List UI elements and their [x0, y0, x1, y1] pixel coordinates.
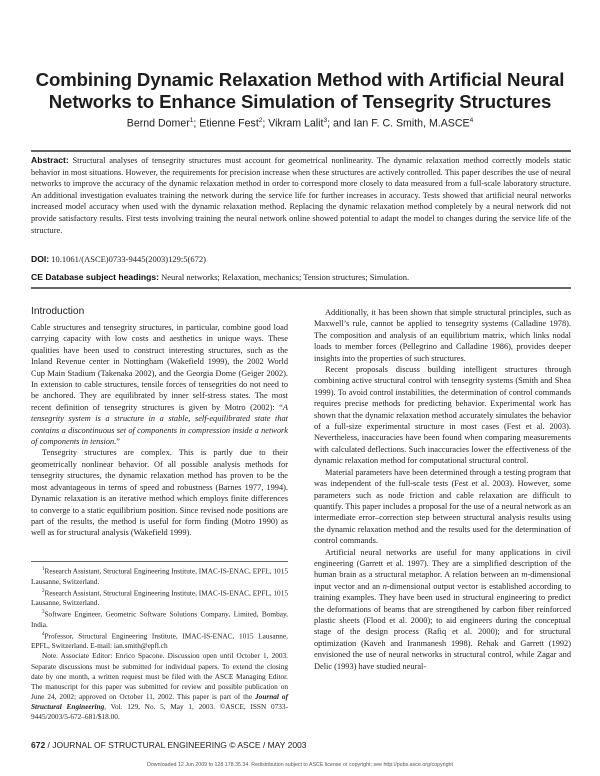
title-line-1: Combining Dynamic Relaxation Method with Artificial Neural [35, 69, 565, 90]
math-variable: n [382, 581, 387, 591]
subject-headings-value: Neural networks; Relaxation, mechanics; Tension structures; Simulation. [161, 272, 410, 282]
right-column [314, 307, 571, 672]
left-column [31, 322, 288, 539]
abstract-top-rule [31, 150, 571, 152]
author-affiliation-mark: 1 [189, 117, 194, 124]
doi-line [31, 254, 571, 264]
footnote [31, 587, 288, 609]
paragraph-text: Cable structures and tensegrity structures, in particular, combine good load carrying capacity with low costs and aesthetics in unique ways. These qualities have been used to construct interesting structures, such as the Inland Revenue center in Nottingham (Wakefield 1999), the 2002 World Cup Main Stadium (Takenaka 2002), and the Georgia Dome (Geiger 2002). In extension to cable structures, tensile forces of tensegrities do not need to be anchored. They are equilibrated by inner self-stress states. The most recent definition of tensegrity structures is given by Motro (2002): “ [31, 323, 288, 412]
section-heading-introduction: Introduction [31, 306, 85, 317]
author-separator: ; [262, 117, 269, 130]
footnote [31, 565, 288, 587]
math-variable: m [521, 570, 528, 580]
author-affiliation-mark: 2 [258, 117, 263, 124]
abstract-bottom-rule [31, 287, 571, 289]
paragraph [31, 322, 288, 447]
footnotes [31, 565, 288, 722]
page-number: 672 [31, 740, 46, 750]
author-affiliation-mark: 3 [323, 117, 328, 124]
paragraph [314, 547, 571, 672]
footnote-text: Research Assistant, Structural Engineering Institute, IMAC-IS-ENAC, EPFL, 1015 Lausanne, Switzerland. [31, 566, 288, 586]
footnote-text: Software Engineer, Geometric Software Solutions Company, Limited, Bombay, India. [31, 609, 288, 629]
subject-headings [31, 272, 571, 282]
subject-headings-label: CE Database subject headings: [31, 272, 159, 282]
paragraph-text: Artificial neural networks are useful for many applications in civil engineering (Garrett et al. 1997). They are a simplified description of the human brain as a structural metaphor. A relation between an [314, 547, 571, 580]
abstract-text: Structural analyses of tensegrity structures must account for geometrical nonlinearity. The dynamic relaxation method correctly models static behavior in most situations. However, the requirements for precision increase when these structures are actively controlled. This paper describes the use of neural networks to improve the accuracy of the dynamic relaxation method in order to correspond more closely to data measured from a full-scale laboratory structure. An additional investigation evaluates training the network during the service life for further increases in accuracy. Tests showed that artificial neural networks increased model accuracy when used with the dynamic relaxation method. Replacing the dynamic relaxation method completely by a neural network did not provide satisfactory results. First tests involving training the neural network online showed potential to adapt the model to changes during the service life of the structure. [31, 156, 571, 235]
author-separator: ; and [327, 117, 354, 130]
journal-name: Journal of Structural Engineering [31, 691, 288, 711]
paragraph: Additionally, it has been shown that simple structural principles, such as Maxwell’s rule, cannot be applied to tensegrity systems (Calladine 1978). The composition and analysis of an equilibrium matrix, which links nodal loads to member forces (Pellegrino and Calladine 1986), provides deeper insights into the properties of such structures. [314, 308, 571, 363]
footnote-mark: 2 [42, 588, 45, 594]
author-list [0, 117, 600, 130]
footnote-text: Research Assistant, Structural Engineering Institute, IMAC-IS-ENAC, EPFL, 1015 Lausanne, Switzerland. [31, 588, 288, 608]
author-name: Bernd Domer [126, 117, 190, 130]
paragraph: Tensegrity structures are complex. This is partly due to their geometrically nonlinear behavior. Of all possible analysis methods for tensegrity structures, the dynamic relaxation method has proven to be the most advantageous in terms of speed and robustness (Barnes 1977, 1994). Dynamic relaxation is an iterative method which employs finite differences to converge to a static equilibrium position. Since revised node positions are part of the results, the method is useful for form finding (Motro 1990) as well as for structural analysis (Wakefield 1999). [31, 448, 288, 538]
doi-value: 10.1061/(ASCE)0733-9445(2003)129:5(672) [51, 254, 206, 264]
abstract [31, 155, 571, 236]
author-separator: ; [193, 117, 200, 130]
note-text: Note. Associate Editor: Enrico Spacone. Discussion open until October 1, 2003. Separate discussions must be submitted for individual papers. To extend the closing date by one month, a written request must be filed with the ASCE Managing Editor. The manuscript for this paper was submitted for review and possible publication on June 24, 2002; approved on October 11, 2002. This paper is part of the [31, 651, 288, 701]
paper-title [0, 69, 600, 113]
footnote-mark: 4 [42, 631, 45, 637]
paragraph-text: -dimensional output vector is established according to training examples. They have been used in structural engineering to predict the deformations of beams that are strengthened by carbon fiber reinforced plastic sheets (Flood et al. 2000); to aid engineers during the conceptual stage of the design process (Rafiq et al. 2000); and for structural optimization (Kaveh and Iranmanesh 1998). Rehak and Garrett (1992) envisioned the use of neural networks in structural control, while Zagar and Delic (1993) have studied neural- [314, 581, 571, 671]
paragraph-text: -dimensional input vector and an [314, 570, 571, 591]
abstract-label: Abstract: [31, 155, 69, 165]
doi-label: DOI: [31, 254, 50, 264]
closing-quote: ” [116, 437, 121, 447]
download-notice: Downloaded 12 Jun 2009 to 128.178.35.34. Redistribution subject to ASCE license or copyright; see http://pubs.asce.org/copyright [147, 762, 453, 768]
footnote-rule [31, 561, 288, 562]
footnote-mark: 1 [42, 567, 45, 572]
author-name: Vikram Lalit [268, 117, 324, 130]
page-folio [31, 740, 307, 750]
note-text: , Vol. 129, No. 5, May 1, 2003. ©ASCE, ISSN 0733-9445/2003/5-672–681/$18.00. [31, 701, 289, 721]
title-line-2: Networks to Enhance Simulation of Tensegrity Structures [48, 91, 552, 112]
running-footer: / JOURNAL OF STRUCTURAL ENGINEERING © ASCE / MAY 2003 [45, 740, 307, 750]
editorial-note [31, 651, 288, 722]
definition-quote: A tensegrity system is a structure in a stable, self-equilibrated state that contains a discontinuous set of components in compression inside a network of components in tension. [31, 402, 288, 447]
footnote-mark: 3 [42, 610, 45, 616]
footnote [31, 630, 288, 652]
paragraph: Material parameters have been determined through a testing program that was independent of the full-scale tests (Fest et al. 2003). However, some parameters such as node friction and cable relaxation are difficult to quantify. This paper includes a proposal for the use of a neural network as an intermediate error–correction step between structural analysis results using the dynamic relaxation method and the results used for the determination of control commands. [314, 467, 571, 546]
footnote [31, 608, 288, 630]
author-name: Ian F. C. Smith, M.ASCE [353, 117, 470, 130]
author-name: Etienne Fest [199, 117, 259, 130]
author-affiliation-mark: 4 [469, 117, 474, 124]
footnote-text: Professor, Structural Engineering Institute, IMAC-IS-ENAC, 1015 Lausanne, EPFL, Switzerland. E-mail: ian.smith@epfl.ch [31, 631, 288, 651]
paragraph: Recent proposals discuss building intelligent structures through combining active structural control with tensegrity systems (Smith and Shea 1999). To avoid control instabilities, the determination of control commands requires precise methods for predicting behavior. Experimental work has shown that the dynamic relaxation method accurately simulates the behavior of a full-size experimental structure in most cases (Fest et al. 2003). Nevertheless, inaccuracies have been found when comparing measurements with calculated deflections. Such inaccuracies lower the effectiveness of the dynamic relaxation method for computational structural control. [314, 365, 571, 466]
